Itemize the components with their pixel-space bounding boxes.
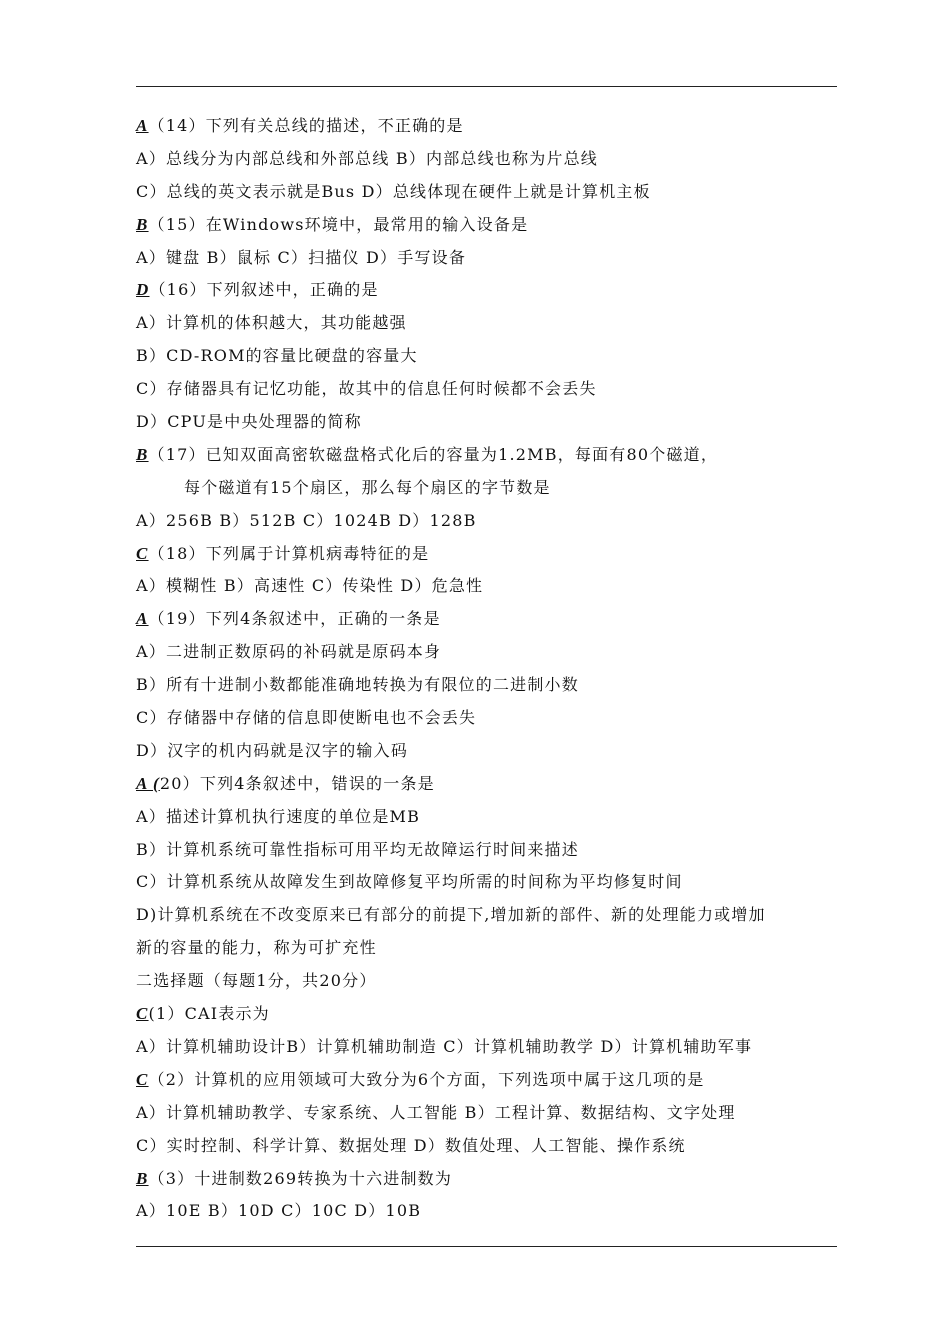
text-line xyxy=(136,1130,842,1163)
line-text: B）所有十进制小数都能准确地转换为有限位的二进制小数 xyxy=(136,675,579,695)
text-line xyxy=(136,866,842,899)
line-text: （17）已知双面高密软磁盘格式化后的容量为1.2MB，每面有80个磁道， xyxy=(148,444,719,464)
text-line xyxy=(136,899,842,932)
line-text: (1）CAI表示为 xyxy=(148,1004,270,1024)
text-line xyxy=(136,735,842,768)
text-line xyxy=(136,340,842,373)
text-line xyxy=(136,965,842,998)
answer-mark: D xyxy=(136,280,150,300)
question-line xyxy=(136,110,842,143)
line-text: A）键盘 B）鼠标 C）扫描仪 D）手写设备 xyxy=(136,247,467,267)
line-text: （18）下列属于计算机病毒特征的是 xyxy=(148,543,430,563)
line-text: B）CD-ROM的容量比硬盘的容量大 xyxy=(136,346,418,366)
question-line xyxy=(136,603,842,636)
text-line xyxy=(136,570,842,603)
line-text: A）计算机的体积越大，其功能越强 xyxy=(136,313,407,333)
question-line xyxy=(136,209,842,242)
text-line xyxy=(136,176,842,209)
answer-mark: A ( xyxy=(136,773,160,793)
line-text: A）总线分为内部总线和外部总线 B）内部总线也称为片总线 xyxy=(136,148,598,168)
text-line xyxy=(136,1097,842,1130)
question-line xyxy=(136,1064,842,1097)
text-line xyxy=(136,505,842,538)
line-text: D）CPU是中央处理器的简称 xyxy=(136,412,362,432)
line-text: C）实时控制、科学计算、数据处理 D）数值处理、人工智能、操作系统 xyxy=(136,1135,686,1155)
answer-mark: B xyxy=(136,214,149,234)
question-line xyxy=(136,998,842,1031)
question-line xyxy=(136,274,842,307)
answer-mark: C xyxy=(136,543,149,563)
text-line xyxy=(136,702,842,735)
line-text: A）256B B）512B C）1024B D）128B xyxy=(136,510,477,530)
line-text: （3）十进制数269转换为十六进制数为 xyxy=(148,1168,453,1188)
text-line xyxy=(136,143,842,176)
answer-mark: B xyxy=(136,1168,149,1188)
answer-mark: A xyxy=(136,609,149,629)
line-text: C）总线的英文表示就是Bus D）总线体现在硬件上就是计算机主板 xyxy=(136,181,651,201)
line-text: D）汉字的机内码就是汉字的输入码 xyxy=(136,740,409,760)
line-text: A）描述计算机执行速度的单位是MB xyxy=(136,806,421,826)
line-text: 二选择题（每题1分，共20分） xyxy=(136,971,377,991)
line-text: 20）下列4条叙述中，错误的一条是 xyxy=(159,773,435,793)
text-line xyxy=(136,1195,842,1228)
question-line xyxy=(136,439,842,472)
text-line xyxy=(136,307,842,340)
text-line xyxy=(136,636,842,669)
text-line xyxy=(136,242,842,275)
text-line xyxy=(136,1031,842,1064)
document-body xyxy=(136,110,842,1228)
line-text: A）计算机辅助教学、专家系统、人工智能 B）工程计算、数据结构、文字处理 xyxy=(136,1102,736,1122)
text-line xyxy=(136,834,842,867)
line-text: （14）下列有关总线的描述，不正确的是 xyxy=(148,116,464,135)
line-text: 新的容量的能力，称为可扩充性 xyxy=(136,938,377,958)
text-line xyxy=(136,801,842,834)
line-text: A）10E B）10D C）10C D）10B xyxy=(136,1201,422,1221)
question-line xyxy=(136,768,842,801)
line-text: （19）下列4条叙述中，正确的一条是 xyxy=(148,609,441,629)
line-text: （15）在Windows环境中，最常用的输入设备是 xyxy=(148,214,529,234)
line-text: C）存储器中存储的信息即使断电也不会丢失 xyxy=(136,708,477,728)
line-text: C）存储器具有记忆功能，故其中的信息任何时候都不会丢失 xyxy=(136,379,597,399)
answer-mark: B xyxy=(136,444,149,464)
text-line xyxy=(136,932,842,965)
line-text: A）二进制正数原码的补码就是原码本身 xyxy=(136,642,442,662)
text-line xyxy=(136,373,842,406)
line-text: A）模糊性 B）高速性 C）传染性 D）危急性 xyxy=(136,576,484,596)
text-line xyxy=(136,472,842,505)
answer-mark: A xyxy=(136,116,149,135)
text-line xyxy=(136,406,842,439)
question-line xyxy=(136,1163,842,1196)
question-line xyxy=(136,538,842,571)
line-text: （2）计算机的应用领域可大致分为6个方面，下列选项中属于这几项的是 xyxy=(148,1069,705,1089)
line-text: 每个磁道有15个扇区，那么每个扇区的字节数是 xyxy=(184,477,551,497)
line-text: （16）下列叙述中，正确的是 xyxy=(149,280,379,300)
line-text: C）计算机系统从故障发生到故障修复平均所需的时间称为平均修复时间 xyxy=(136,872,683,892)
line-text: B）计算机系统可靠性指标可用平均无故障运行时间来描述 xyxy=(136,839,579,859)
line-text: D)计算机系统在不改变原来已有部分的前提下,增加新的部件、新的处理能力或增加 xyxy=(136,905,766,925)
answer-mark: C xyxy=(136,1004,149,1024)
header-rule xyxy=(136,86,837,87)
answer-mark: C xyxy=(136,1069,149,1089)
text-line xyxy=(136,669,842,702)
footer-rule xyxy=(136,1246,837,1247)
line-text: A）计算机辅助设计B）计算机辅助制造 C）计算机辅助教学 D）计算机辅助军事 xyxy=(136,1036,753,1056)
